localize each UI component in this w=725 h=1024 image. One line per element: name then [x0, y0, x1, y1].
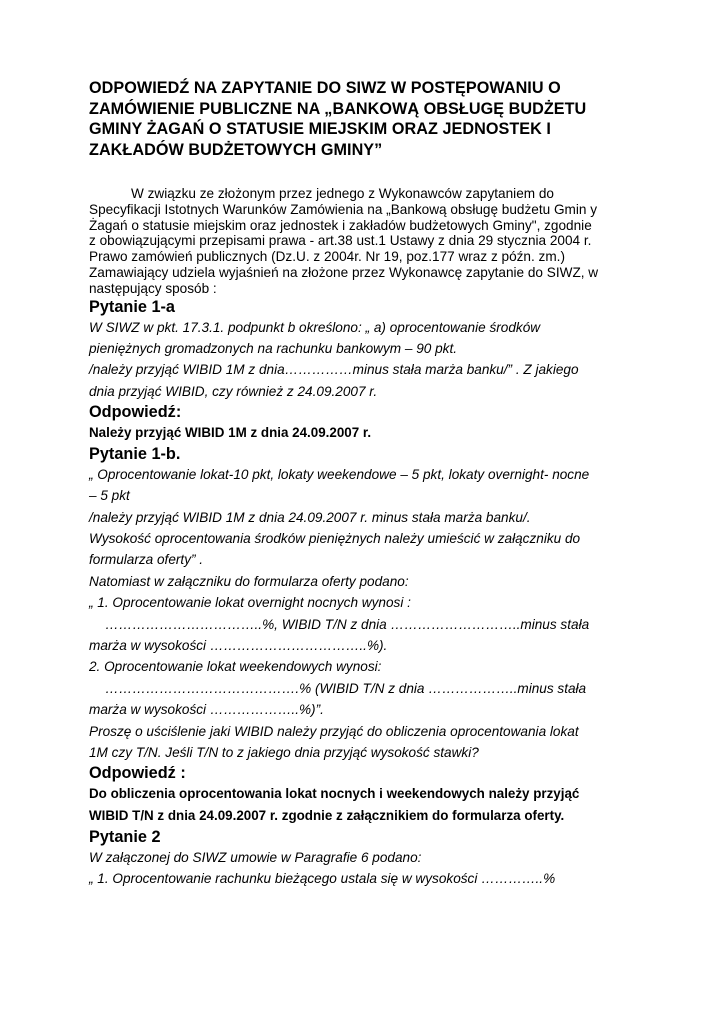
question-line: /należy przyjąć WIBID 1M z dnia 24.09.2007 r. minus stała marża banku/. — [89, 509, 531, 525]
answer-1b-text — [89, 783, 649, 826]
question-line: W załączonej do SIWZ umowie w Paragrafie 6 podano: — [89, 849, 422, 865]
answer-line: Do obliczenia oprocentowania lokat nocnych i weekendowych należy przyjąć — [89, 786, 580, 802]
question-line: /należy przyjąć WIBID 1M z dnia……………minus stała marża banku/” . Z jakiego — [89, 362, 579, 378]
document-title — [89, 78, 649, 160]
question-line: marża w wysokości ………………..%)”. — [89, 702, 324, 718]
intro-line: Zamawiający udziela wyjaśnień na złożone przez Wykonawcę zapytanie do SIWZ, w — [89, 264, 599, 280]
question-line: „ Oprocentowanie lokat-10 pkt, lokaty weekendowe – 5 pkt, lokaty overnight- nocne — [89, 466, 590, 482]
title-line: ZAMÓWIENIE PUBLICZNE NA „BANKOWĄ OBSŁUGĘ BUDŻETU — [89, 99, 587, 118]
question-line: – 5 pkt — [89, 488, 130, 504]
question-1b-heading: Pytanie 1-b. — [89, 444, 181, 463]
question-line-indented: ……………………………..%, WIBID T/N z dnia ………………………..minus stała — [105, 616, 590, 632]
question-1b-text-3 — [89, 699, 649, 763]
question-line: pieniężnych gromadzonych na rachunku bankowym – 90 pkt. — [89, 340, 458, 356]
intro-paragraph — [89, 186, 649, 297]
title-line: GMINY ŻAGAŃ O STATUSIE MIEJSKIM ORAZ JEDNOSTEK I — [89, 120, 551, 138]
intro-line: następujący sposób : — [89, 280, 217, 296]
question-1a-text — [89, 317, 649, 403]
question-1a-heading: Pytanie 1-a — [89, 297, 175, 316]
answer-1b-heading: Odpowiedź : — [89, 764, 186, 783]
question-line: Natomiast w załączniku do formularza oferty podano: — [89, 573, 409, 589]
question-line: dnia przyjąć WIBID, czy również z 24.09.2007 r. — [89, 383, 378, 399]
question-2-text — [89, 847, 649, 890]
intro-line: W związku ze złożonym przez jednego z Wykonawców zapytaniem do — [131, 186, 554, 201]
answer-line: WIBID T/N z dnia 24.09.2007 r. zgodnie z załącznikiem do formularza oferty. — [89, 808, 565, 824]
title-line: ODPOWIEDŹ NA ZAPYTANIE DO SIWZ W POSTĘPOWANIU O — [89, 79, 561, 97]
question-line: „ 1. Oprocentowanie rachunku bieżącego ustala się w wysokości …………..% — [89, 871, 556, 887]
intro-line: Żagań o statusie miejskim oraz jednostek i zakładów budżetowych Gminy", zgodnie — [89, 217, 592, 233]
question-1b-text — [89, 464, 649, 614]
question-1b-text-2 — [89, 635, 649, 678]
question-line: Proszę o uściślenie jaki WIBID należy przyjąć do obliczenia oprocentowania lokat — [89, 723, 579, 739]
question-line-indented: …………………………………….% (WIBID T/N z dnia ………………..minus stała — [105, 680, 587, 696]
question-line: Wysokość oprocentowania środków pieniężnych należy umieścić w załączniku do — [89, 531, 581, 547]
question-line: formularza oferty” . — [89, 552, 204, 568]
question-2-heading: Pytanie 2 — [89, 827, 161, 846]
intro-line: z obowiązującymi przepisami prawa - art.38 ust.1 Ustawy z dnia 29 stycznia 2004 r. — [89, 233, 592, 249]
question-line: „ 1. Oprocentowanie lokat overnight nocnych wynosi : — [89, 595, 411, 611]
question-line: W SIWZ w pkt. 17.3.1. podpunkt b określono: „ a) oprocentowanie środków — [89, 319, 541, 335]
intro-line: Specyfikacji Istotnych Warunków Zamówienia na „Bankową obsługę budżetu Gmin y — [89, 201, 597, 217]
question-line: marża w wysokości ……………………………..%). — [89, 638, 388, 654]
title-line: ZAKŁADÓW BUDŻETOWYCH GMINY” — [89, 140, 383, 159]
answer-line: Należy przyjąć WIBID 1M z dnia 24.09.2007 r. — [89, 425, 372, 441]
answer-1a-heading: Odpowiedź: — [89, 403, 182, 422]
document-page — [89, 78, 649, 889]
intro-line: Prawo zamówień publicznych (Dz.U. z 2004r. Nr 19, poz.177 wraz z późn. zm.) — [89, 249, 565, 265]
question-line: 1M czy T/N. Jeśli T/N to z jakiego dnia przyjąć wysokość stawki? — [89, 745, 479, 761]
answer-1a-text — [89, 422, 649, 444]
question-line: 2. Oprocentowanie lokat weekendowych wynosi: — [89, 659, 382, 675]
